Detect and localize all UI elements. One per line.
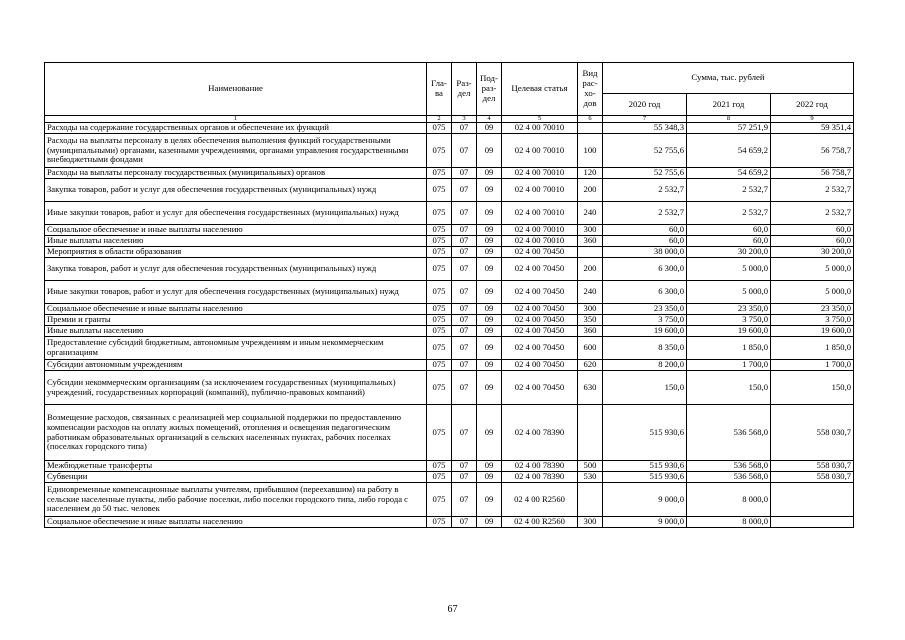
table-row [45, 202, 854, 225]
row-target: 02 4 00 78390 [502, 472, 578, 483]
row-2021: 536 568,0 [687, 461, 771, 472]
row-vid: 300 [578, 304, 603, 315]
table-row [45, 517, 854, 528]
row-podrazdel: 09 [477, 134, 502, 168]
row-2021: 5 000,0 [687, 258, 771, 281]
row-glava: 075 [427, 281, 452, 304]
row-name: Субвенции [45, 472, 427, 483]
row-2021: 60,0 [687, 225, 771, 236]
row-name: Иные выплаты населению [45, 236, 427, 247]
row-glava: 075 [427, 472, 452, 483]
row-2020: 55 348,3 [603, 123, 687, 134]
row-2022: 2 532,7 [771, 202, 854, 225]
row-2022: 60,0 [771, 236, 854, 247]
row-2021: 8 000,0 [687, 483, 771, 517]
row-vid [578, 247, 603, 258]
header-podrazdel: Под-раз-дел [477, 63, 502, 116]
row-podrazdel: 09 [477, 179, 502, 202]
column-number: 2 [427, 116, 452, 123]
row-razdel: 07 [452, 168, 477, 179]
row-target: 02 4 00 70450 [502, 337, 578, 360]
row-2021: 8 000,0 [687, 517, 771, 528]
column-number: 6 [578, 116, 603, 123]
row-target: 02 4 00 70450 [502, 304, 578, 315]
row-2021: 30 200,0 [687, 247, 771, 258]
table-row [45, 326, 854, 337]
row-name: Социальное обеспечение и иные выплаты населению [45, 517, 427, 528]
row-target: 02 4 00 70450 [502, 258, 578, 281]
row-razdel: 07 [452, 304, 477, 315]
row-name: Премии и гранты [45, 315, 427, 326]
row-podrazdel: 09 [477, 123, 502, 134]
table-row [45, 360, 854, 371]
row-target: 02 4 00 70450 [502, 360, 578, 371]
row-2020: 60,0 [603, 236, 687, 247]
row-2020: 2 532,7 [603, 202, 687, 225]
row-razdel: 07 [452, 405, 477, 461]
row-glava: 075 [427, 225, 452, 236]
row-2020: 52 755,6 [603, 134, 687, 168]
row-2022 [771, 517, 854, 528]
row-target: 02 4 00 70450 [502, 326, 578, 337]
row-2020: 9 000,0 [603, 483, 687, 517]
table-row [45, 123, 854, 134]
table-row [45, 258, 854, 281]
row-2022: 2 532,7 [771, 179, 854, 202]
row-name: Возмещение расходов, связанных с реализацией мер социальной поддержки по предоставлению компенсации расходов на оплату жилых помещений, отопления и освещения педагогическим работникам образовательных организаций в сельских населенных пунктах, рабочих поселках (поселках городского типа) [45, 405, 427, 461]
row-podrazdel: 09 [477, 483, 502, 517]
row-name: Расходы на выплаты персоналу государственных (муниципальных) органов [45, 168, 427, 179]
row-vid [578, 483, 603, 517]
row-razdel: 07 [452, 258, 477, 281]
row-name: Социальное обеспечение и иные выплаты населению [45, 225, 427, 236]
row-2022: 19 600,0 [771, 326, 854, 337]
column-number-row [45, 116, 854, 123]
row-2022: 558 030,7 [771, 472, 854, 483]
row-2021: 5 000,0 [687, 281, 771, 304]
column-number: 9 [771, 116, 854, 123]
row-target: 02 4 00 70450 [502, 247, 578, 258]
row-2020: 150,0 [603, 371, 687, 405]
row-razdel: 07 [452, 247, 477, 258]
row-podrazdel: 09 [477, 337, 502, 360]
table-row [45, 371, 854, 405]
row-vid: 200 [578, 258, 603, 281]
table-row [45, 483, 854, 517]
row-vid: 350 [578, 315, 603, 326]
row-vid: 530 [578, 472, 603, 483]
row-2022: 558 030,7 [771, 405, 854, 461]
row-name: Межбюджетные трансферты [45, 461, 427, 472]
row-podrazdel: 09 [477, 461, 502, 472]
row-podrazdel: 09 [477, 281, 502, 304]
row-target: 02 4 00 70010 [502, 134, 578, 168]
row-2021: 536 568,0 [687, 472, 771, 483]
row-2021: 3 750,0 [687, 315, 771, 326]
row-vid [578, 123, 603, 134]
row-2021: 60,0 [687, 236, 771, 247]
row-podrazdel: 09 [477, 517, 502, 528]
row-razdel: 07 [452, 461, 477, 472]
row-podrazdel: 09 [477, 304, 502, 315]
row-glava: 075 [427, 247, 452, 258]
row-2022: 59 351,4 [771, 123, 854, 134]
row-glava: 075 [427, 461, 452, 472]
row-target: 02 4 00 70450 [502, 315, 578, 326]
row-2022 [771, 483, 854, 517]
row-2022: 5 000,0 [771, 258, 854, 281]
row-glava: 075 [427, 134, 452, 168]
row-podrazdel: 09 [477, 202, 502, 225]
row-name: Субсидии некоммерческим организациям (за исключением государственных (муниципальных) учреждений, государственных корпораций (компаний), публично-правовых компаний) [45, 371, 427, 405]
row-name: Предоставление субсидий бюджетным, автономным учреждениям и иным некоммерческим организациям [45, 337, 427, 360]
row-glava: 075 [427, 123, 452, 134]
row-vid: 240 [578, 202, 603, 225]
row-name: Иные закупки товаров, работ и услуг для обеспечения государственных (муниципальных) нужд [45, 281, 427, 304]
row-2020: 8 200,0 [603, 360, 687, 371]
row-2020: 515 930,6 [603, 461, 687, 472]
row-2021: 23 350,0 [687, 304, 771, 315]
row-2020: 6 300,0 [603, 281, 687, 304]
row-target: 02 4 00 70010 [502, 225, 578, 236]
row-razdel: 07 [452, 179, 477, 202]
table-row [45, 236, 854, 247]
row-target: 02 4 00 78390 [502, 461, 578, 472]
row-2021: 54 659,2 [687, 168, 771, 179]
row-target: 02 4 00 70450 [502, 281, 578, 304]
row-podrazdel: 09 [477, 326, 502, 337]
row-razdel: 07 [452, 315, 477, 326]
table-row [45, 134, 854, 168]
table-row [45, 405, 854, 461]
row-2022: 5 000,0 [771, 281, 854, 304]
table-row [45, 179, 854, 202]
row-razdel: 07 [452, 202, 477, 225]
row-podrazdel: 09 [477, 168, 502, 179]
row-2021: 1 700,0 [687, 360, 771, 371]
row-razdel: 07 [452, 134, 477, 168]
row-vid: 200 [578, 179, 603, 202]
row-name: Расходы на выплаты персоналу в целях обеспечения выполнения функций государственными (муниципальными) органами, казенными учреждениями, органами управления государственными внебюджетными фондами [45, 134, 427, 168]
page-number: 67 [447, 604, 458, 615]
row-name: Иные закупки товаров, работ и услуг для обеспечения государственных (муниципальных) нужд [45, 202, 427, 225]
row-2022: 56 758,7 [771, 168, 854, 179]
row-2022: 3 750,0 [771, 315, 854, 326]
row-2020: 6 300,0 [603, 258, 687, 281]
row-2021: 2 532,7 [687, 202, 771, 225]
row-2021: 536 568,0 [687, 405, 771, 461]
column-number: 5 [502, 116, 578, 123]
row-podrazdel: 09 [477, 225, 502, 236]
row-target: 02 4 00 70450 [502, 371, 578, 405]
row-podrazdel: 09 [477, 371, 502, 405]
row-2021: 1 850,0 [687, 337, 771, 360]
row-2020: 8 350,0 [603, 337, 687, 360]
table-row [45, 168, 854, 179]
row-2020: 52 755,6 [603, 168, 687, 179]
row-2020: 515 930,6 [603, 472, 687, 483]
table-row [45, 281, 854, 304]
table-row [45, 304, 854, 315]
column-number: 4 [477, 116, 502, 123]
header-vid: Вид рас-хо-дов [578, 63, 603, 116]
row-glava: 075 [427, 360, 452, 371]
row-vid: 300 [578, 225, 603, 236]
row-podrazdel: 09 [477, 315, 502, 326]
row-2021: 150,0 [687, 371, 771, 405]
row-2021: 54 659,2 [687, 134, 771, 168]
column-number: 7 [603, 116, 687, 123]
row-name: Единовременные компенсационные выплаты учителям, прибывшим (переехавшим) на работу в сельские населенные пункты, либо рабочие поселки, либо поселки городского типа, либо города с населением до 50 тыс. человек [45, 483, 427, 517]
row-target: 02 4 00 70010 [502, 179, 578, 202]
row-2020: 3 750,0 [603, 315, 687, 326]
row-2021: 57 251,9 [687, 123, 771, 134]
row-2021: 19 600,0 [687, 326, 771, 337]
column-number: 1 [45, 116, 427, 123]
row-name: Закупка товаров, работ и услуг для обеспечения государственных (муниципальных) нужд [45, 258, 427, 281]
row-razdel: 07 [452, 337, 477, 360]
row-2020: 19 600,0 [603, 326, 687, 337]
row-podrazdel: 09 [477, 236, 502, 247]
row-name: Расходы на содержание государственных органов и обеспечение их функций [45, 123, 427, 134]
table-row [45, 225, 854, 236]
header-name: Наименование [45, 63, 427, 116]
row-vid: 100 [578, 134, 603, 168]
row-razdel: 07 [452, 517, 477, 528]
row-2020: 23 350,0 [603, 304, 687, 315]
column-number: 8 [687, 116, 771, 123]
row-glava: 075 [427, 517, 452, 528]
table-row [45, 337, 854, 360]
row-glava: 075 [427, 168, 452, 179]
row-razdel: 07 [452, 225, 477, 236]
row-target: 02 4 00 78390 [502, 405, 578, 461]
row-glava: 075 [427, 371, 452, 405]
row-2022: 56 758,7 [771, 134, 854, 168]
row-2022: 30 200,0 [771, 247, 854, 258]
header-sum: Сумма, тыс. рублей [603, 63, 854, 94]
row-glava: 075 [427, 483, 452, 517]
header-target: Целевая статья [502, 63, 578, 116]
row-vid: 500 [578, 461, 603, 472]
header-year-2020: 2020 год [603, 94, 687, 116]
row-vid: 360 [578, 236, 603, 247]
header-glava: Гла-ва [427, 63, 452, 116]
row-2020: 515 930,6 [603, 405, 687, 461]
row-razdel: 07 [452, 483, 477, 517]
row-glava: 075 [427, 315, 452, 326]
row-name: Мероприятия в области образования [45, 247, 427, 258]
row-target: 02 4 00 70010 [502, 236, 578, 247]
header-year-2022: 2022 год [771, 94, 854, 116]
table-row [45, 461, 854, 472]
row-2020: 2 532,7 [603, 179, 687, 202]
row-razdel: 07 [452, 281, 477, 304]
row-glava: 075 [427, 326, 452, 337]
row-podrazdel: 09 [477, 405, 502, 461]
row-vid: 620 [578, 360, 603, 371]
row-name: Закупка товаров, работ и услуг для обеспечения государственных (муниципальных) нужд [45, 179, 427, 202]
row-2020: 38 000,0 [603, 247, 687, 258]
table-header-row [45, 63, 854, 94]
table-row [45, 247, 854, 258]
row-vid: 600 [578, 337, 603, 360]
row-glava: 075 [427, 337, 452, 360]
row-2022: 60,0 [771, 225, 854, 236]
row-vid: 300 [578, 517, 603, 528]
row-razdel: 07 [452, 472, 477, 483]
row-razdel: 07 [452, 326, 477, 337]
row-vid: 630 [578, 371, 603, 405]
row-name: Социальное обеспечение и иные выплаты населению [45, 304, 427, 315]
row-glava: 075 [427, 405, 452, 461]
row-2022: 558 030,7 [771, 461, 854, 472]
row-target: 02 4 00 R2560 [502, 483, 578, 517]
header-year-2021: 2021 год [687, 94, 771, 116]
row-vid: 240 [578, 281, 603, 304]
header-razdel: Раз-дел [452, 63, 477, 116]
row-podrazdel: 09 [477, 247, 502, 258]
row-razdel: 07 [452, 360, 477, 371]
row-podrazdel: 09 [477, 258, 502, 281]
row-glava: 075 [427, 258, 452, 281]
row-glava: 075 [427, 236, 452, 247]
table-row [45, 315, 854, 326]
column-number: 3 [452, 116, 477, 123]
row-target: 02 4 00 70010 [502, 123, 578, 134]
row-2022: 23 350,0 [771, 304, 854, 315]
row-2020: 9 000,0 [603, 517, 687, 528]
row-name: Субсидии автономным учреждениям [45, 360, 427, 371]
row-razdel: 07 [452, 123, 477, 134]
row-vid: 120 [578, 168, 603, 179]
row-name: Иные выплаты населению [45, 326, 427, 337]
row-target: 02 4 00 70010 [502, 202, 578, 225]
row-razdel: 07 [452, 236, 477, 247]
row-target: 02 4 00 70010 [502, 168, 578, 179]
row-vid [578, 405, 603, 461]
row-razdel: 07 [452, 371, 477, 405]
row-glava: 075 [427, 304, 452, 315]
row-target: 02 4 00 R2560 [502, 517, 578, 528]
budget-table [44, 62, 854, 528]
table-row [45, 472, 854, 483]
row-2021: 2 532,7 [687, 179, 771, 202]
row-2020: 60,0 [603, 225, 687, 236]
row-podrazdel: 09 [477, 360, 502, 371]
row-2022: 1 850,0 [771, 337, 854, 360]
row-2022: 150,0 [771, 371, 854, 405]
row-vid: 360 [578, 326, 603, 337]
row-2022: 1 700,0 [771, 360, 854, 371]
row-podrazdel: 09 [477, 472, 502, 483]
row-glava: 075 [427, 202, 452, 225]
row-glava: 075 [427, 179, 452, 202]
